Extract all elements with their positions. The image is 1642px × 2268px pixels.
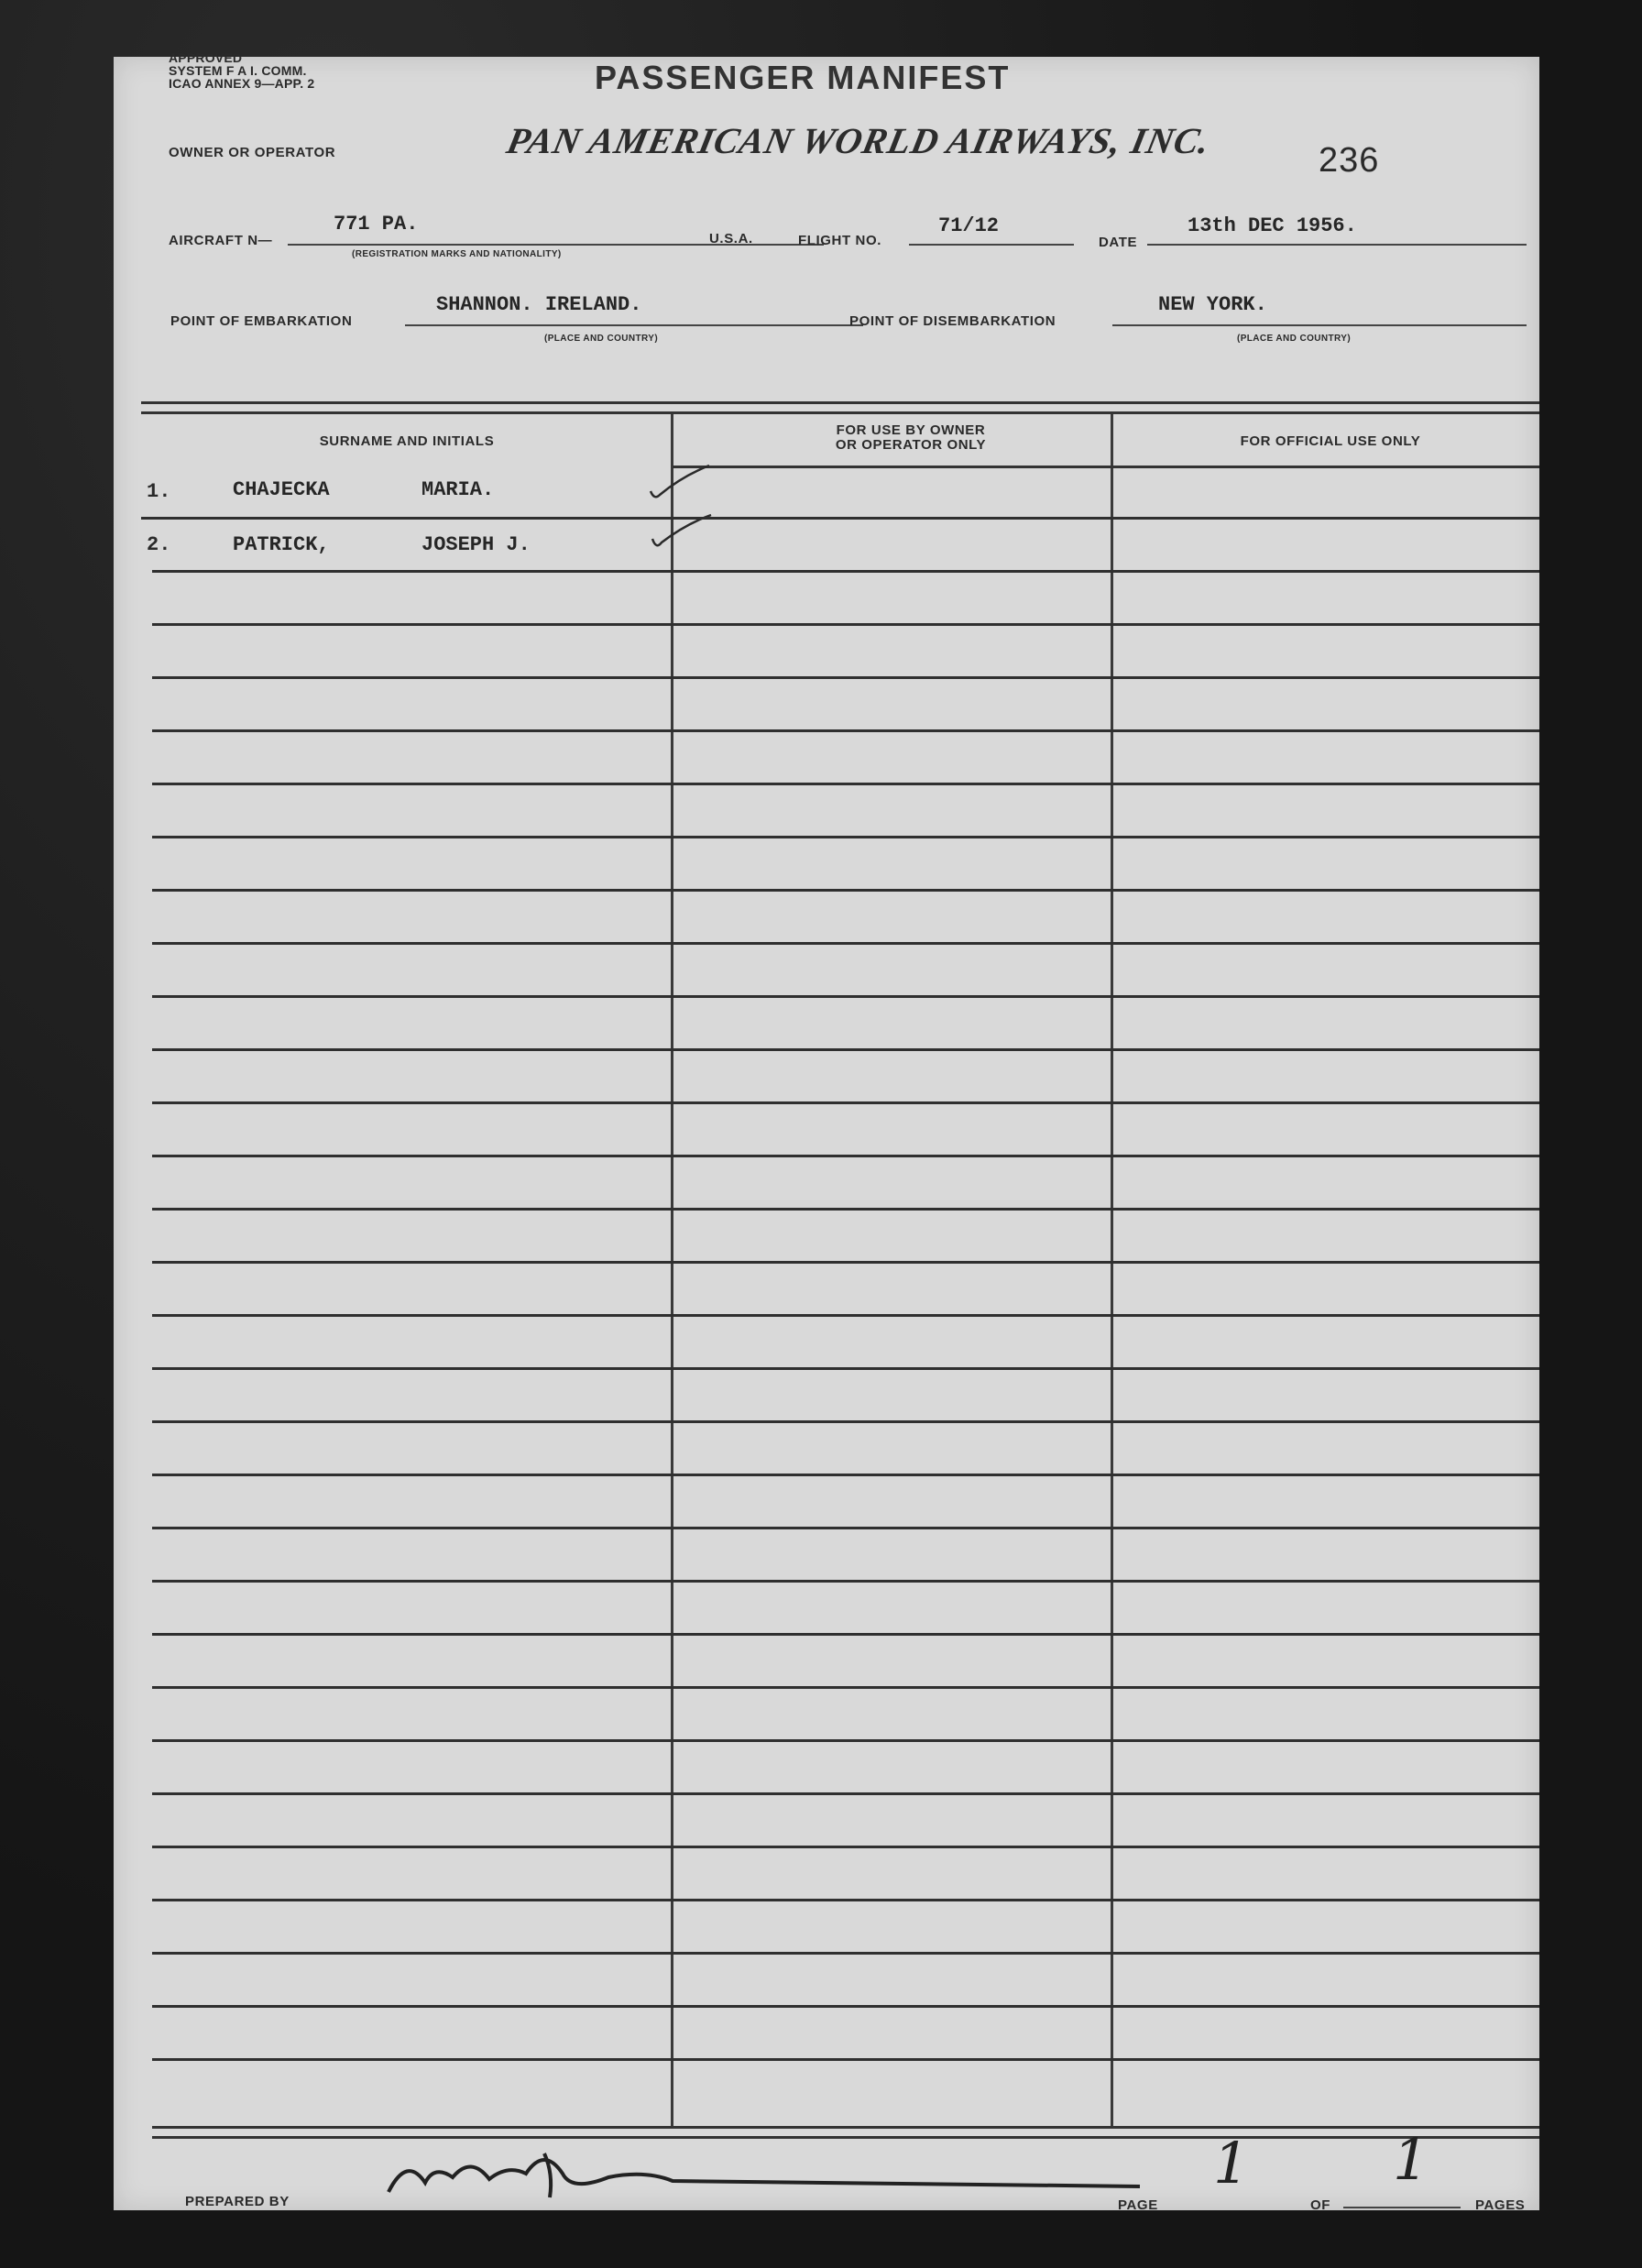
approval-line-2: SYSTEM F A I. COMM. (169, 63, 307, 78)
country-label: U.S.A. (709, 231, 753, 247)
passenger-surname: PATRICK, (233, 533, 330, 556)
row-rule (152, 1580, 1539, 1583)
document-number: 236 (1319, 141, 1380, 180)
date-value: 13th DEC 1956. (1188, 214, 1357, 237)
embarkation-label: POINT OF EMBARKATION (170, 313, 353, 329)
row-rule (152, 1899, 1539, 1901)
row-rule (152, 729, 1539, 732)
date-underline (1147, 244, 1527, 246)
header-official-use: FOR OFFICIAL USE ONLY (1240, 433, 1421, 449)
column-divider-2 (1111, 414, 1113, 2128)
row-rule (152, 1792, 1539, 1795)
row-rule (152, 1367, 1539, 1370)
row-rule (152, 1739, 1539, 1742)
row-rule (152, 783, 1539, 785)
flight-label: FLIGHT NO. (798, 233, 881, 248)
row-number: 1. (147, 480, 171, 503)
disembarkation-label: POINT OF DISEMBARKATION (849, 313, 1056, 329)
approval-block (169, 51, 314, 90)
header-bottom-rule (673, 466, 1539, 468)
of-label: OF (1310, 2197, 1331, 2213)
form-title: PASSENGER MANIFEST (595, 59, 1011, 96)
disembarkation-underline (1112, 324, 1527, 326)
row-rule (152, 1048, 1539, 1051)
approval-line-3: ICAO ANNEX 9—APP. 2 (169, 76, 315, 91)
row-number: 2. (147, 533, 171, 556)
pages-label: PAGES (1475, 2197, 1526, 2213)
header-owner-use-line-1: FOR USE BY OWNER (836, 422, 986, 438)
owner-label: OWNER OR OPERATOR (169, 145, 336, 160)
row-rule (152, 2058, 1539, 2061)
row-rule (152, 1420, 1539, 1423)
table-top-rule (141, 401, 1539, 414)
row-rule (152, 1101, 1539, 1104)
header-owner-use (700, 423, 1122, 453)
total-pages: 1 (1393, 2126, 1429, 2193)
row-rule (141, 517, 1539, 520)
passenger-given-name: MARIA. (421, 478, 495, 501)
row-rule (152, 2005, 1539, 2008)
check-mark-1 (651, 466, 709, 497)
row-rule (152, 889, 1539, 892)
aircraft-label: AIRCRAFT N— (169, 233, 273, 248)
embarkation-value: SHANNON. IRELAND. (436, 293, 642, 316)
row-rule (152, 1261, 1539, 1264)
check-marks (645, 451, 728, 579)
row-rule (152, 1952, 1539, 1955)
page-number: 1 (1213, 2130, 1250, 2197)
embarkation-sublabel: (PLACE AND COUNTRY) (544, 334, 659, 344)
row-rule (152, 676, 1539, 679)
aircraft-sublabel: (REGISTRATION MARKS AND NATIONALITY) (352, 249, 562, 259)
row-rule (152, 570, 1539, 573)
row-rule (152, 836, 1539, 838)
signature (370, 2137, 1158, 2210)
row-rule (152, 1633, 1539, 1636)
embarkation-underline (405, 324, 863, 326)
header-owner-use-line-2: OR OPERATOR ONLY (835, 437, 987, 453)
column-divider-1 (671, 414, 673, 2128)
manifest-form (114, 50, 1539, 2213)
row-rule (152, 1314, 1539, 1317)
row-rule (152, 995, 1539, 998)
disembarkation-sublabel: (PLACE AND COUNTRY) (1237, 334, 1352, 344)
row-rule (152, 623, 1539, 626)
date-label: DATE (1099, 235, 1138, 250)
page-label: PAGE (1118, 2197, 1158, 2213)
row-rule (152, 1527, 1539, 1529)
header-surname-initials: SURNAME AND INITIALS (319, 433, 495, 449)
prepared-by-label: PREPARED BY (185, 2194, 290, 2209)
aircraft-value: 771 PA. (334, 213, 419, 236)
disembarkation-value: NEW YORK. (1158, 293, 1267, 316)
flight-underline (909, 244, 1074, 246)
passenger-given-name: JOSEPH J. (421, 533, 531, 556)
row-rule (152, 1474, 1539, 1476)
approval-line-1: APPROVED (169, 50, 243, 65)
row-rule (152, 1208, 1539, 1211)
total-pages-underline (1343, 2207, 1461, 2208)
row-rule (152, 1846, 1539, 1848)
row-rule (152, 942, 1539, 945)
flight-value: 71/12 (938, 214, 1000, 237)
operator-name: PAN AMERICAN WORLD AIRWAYS, INC. (503, 120, 1215, 161)
row-rule (152, 1155, 1539, 1157)
row-rule (152, 1686, 1539, 1689)
passenger-surname: CHAJECKA (233, 478, 330, 501)
